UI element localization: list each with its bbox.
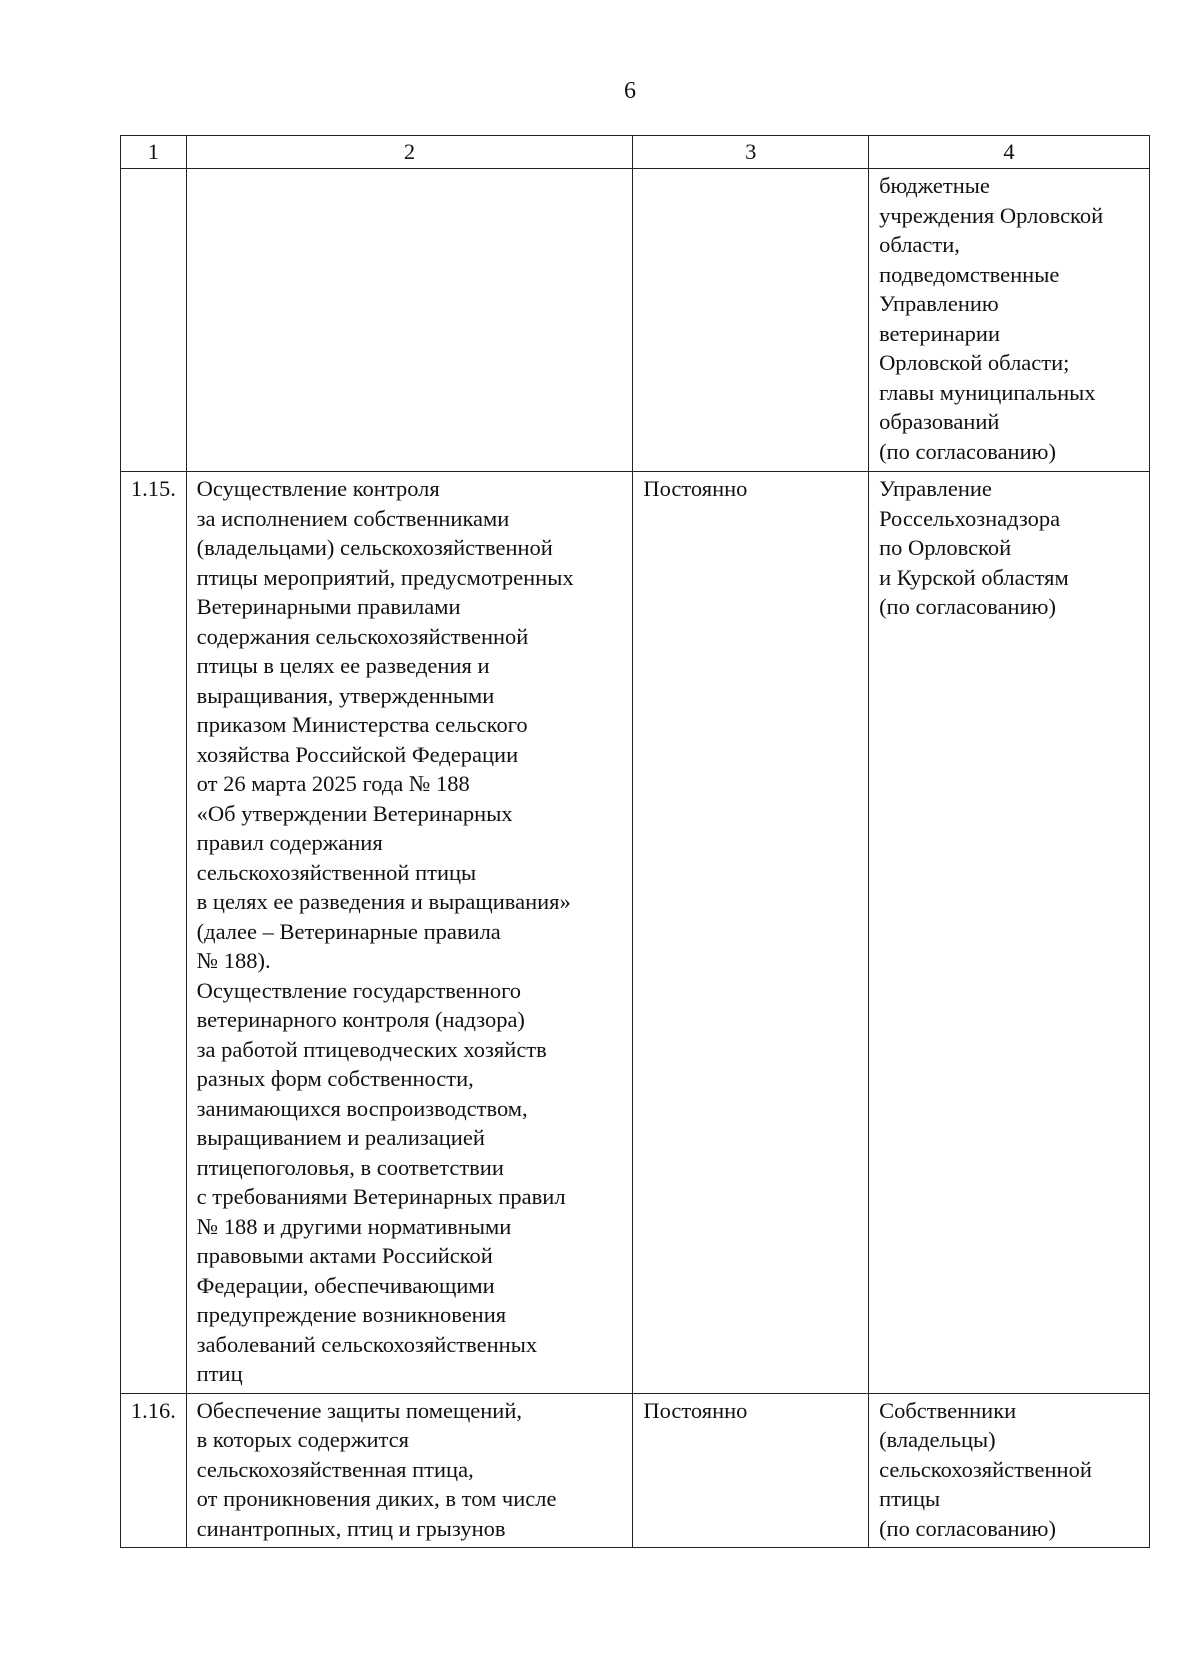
responsible-cell: бюджетные учреждения Орловской области, подведомственные Управлению ветеринарии Орловской области; главы муниципальных образований (по согласованию)	[869, 169, 1150, 472]
term-cell	[633, 169, 869, 472]
table-row	[121, 1393, 1150, 1548]
header-col-1: 1	[121, 136, 187, 169]
term-cell: Постоянно	[633, 472, 869, 1394]
table-row	[121, 472, 1150, 1394]
measures-table	[120, 135, 1150, 1548]
header-col-3: 3	[633, 136, 869, 169]
measure-cell: Осуществление контроля за исполнением собственниками (владельцами) сельскохозяйственной птицы мероприятий, предусмотренных Ветеринарными правилами содержания сельскохозяйственной птицы в целях ее разведения и выращивания, утвержденными приказом Министерства сельского хозяйства Российской Федерации от 26 марта 2025 года № 188 «Об утверждении Ветеринарных правил содержания сельскохозяйственной птицы в целях ее разведения и выращивания» (далее – Ветеринарные правила № 188). Осуществление государственного ветеринарного контроля (надзора) за работой птицеводческих хозяйств разных форм собственности, занимающихся воспроизводством, выращиванием и реализацией птицепоголовья, в соответствии с требованиями Ветеринарных правил № 188 и другими нормативными правовыми актами Российской Федерации, обеспечивающими предупреждение возникновения заболеваний сельскохозяйственных птиц	[186, 472, 633, 1394]
measure-cell: Обеспечение защиты помещений, в которых содержится сельскохозяйственная птица, от проникновения диких, в том числе синантропных, птиц и грызунов	[186, 1393, 633, 1548]
measure-cell	[186, 169, 633, 472]
table-header-row	[121, 136, 1150, 169]
term-cell: Постоянно	[633, 1393, 869, 1548]
responsible-cell: Собственники (владельцы) сельскохозяйственной птицы (по согласованию)	[869, 1393, 1150, 1548]
header-col-4: 4	[869, 136, 1150, 169]
table-row	[121, 169, 1150, 472]
row-number: 1.15.	[121, 472, 187, 1394]
row-number: 1.16.	[121, 1393, 187, 1548]
page-number: 6	[624, 78, 636, 104]
header-col-2: 2	[186, 136, 633, 169]
responsible-cell: Управление Россельхознадзора по Орловской и Курской областям (по согласованию)	[869, 472, 1150, 1394]
row-number	[121, 169, 187, 472]
